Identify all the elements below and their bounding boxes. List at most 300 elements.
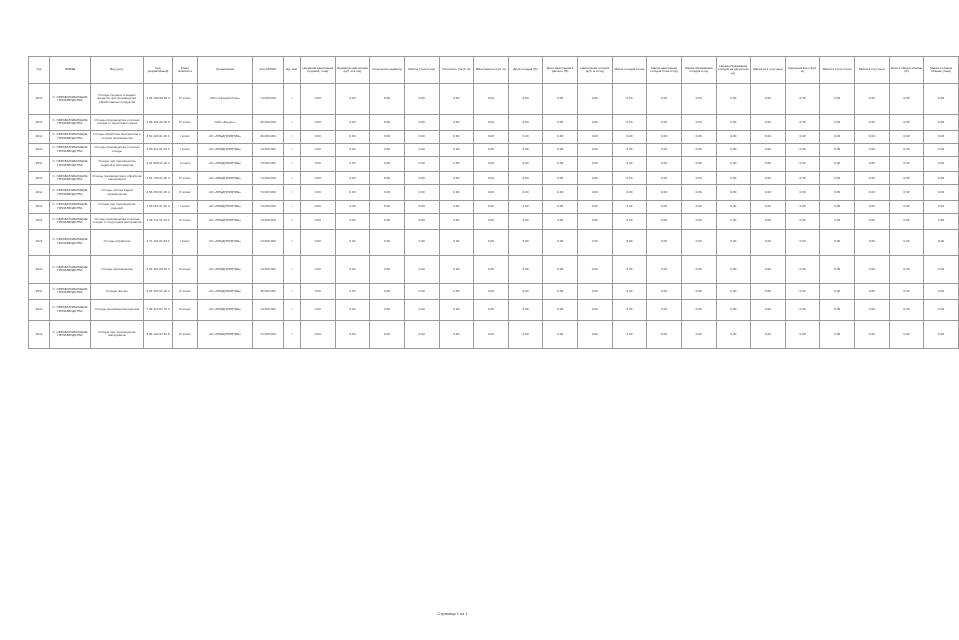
table-cell: 0,00 (439, 213, 474, 229)
table-cell: 2011 (29, 156, 50, 172)
table-cell: 4 03 101 00 52 4 (144, 255, 173, 284)
table-cell: С. ОБРАБАТЫВАЮЩИЕ ПРОИЗВОДСТВА (50, 200, 91, 213)
table-cell: 0,00 (335, 130, 370, 143)
table-cell: т (284, 200, 301, 213)
table-cell: 0,00 (855, 229, 890, 255)
table-cell: т (284, 84, 301, 115)
table-cell: 0,00 (785, 200, 820, 213)
table-row (29, 255, 959, 284)
table-cell: 0,00 (543, 156, 578, 172)
table-cell: 0,00 (889, 213, 924, 229)
table-cell: 0,00 (578, 172, 613, 185)
table-cell: Отходы прочих видов производства (91, 185, 144, 201)
table-cell: 0,00 (301, 299, 336, 320)
table-cell: 0,00 (508, 284, 543, 300)
table-cell: 0,00 (543, 284, 578, 300)
table-cell: IV класс (173, 213, 198, 229)
table-cell: 0,00 (335, 172, 370, 185)
table-cell: 0,00 (855, 213, 890, 229)
table-cell: 3 06 111 01 20 3 (144, 143, 173, 156)
table-cell: 0,00 (578, 84, 613, 115)
table-cell: 0,00 (751, 255, 786, 284)
table-cell: 0,00 (612, 172, 647, 185)
table-cell: Отходы производства изделий (91, 299, 144, 320)
table-cell: 0,00 (335, 284, 370, 300)
table-cell: 0,00 (543, 115, 578, 131)
table-cell: 0,00 (543, 255, 578, 284)
table-cell: Отходы твердых и жидких веществ при производстве обработанных продуктов (91, 84, 144, 115)
table-cell: 0,00 (474, 143, 509, 156)
table-cell: 0,00 (370, 172, 405, 185)
table-cell: 0,00 (474, 115, 509, 131)
column-header: Масса за 1 год (тонн) (751, 57, 786, 84)
table-cell: 0,00 (508, 115, 543, 131)
table-cell: 0,00 (439, 200, 474, 213)
table-cell: С. ОБРАБАТЫВАЮЩИЕ ПРОИЗВОДСТВА (50, 185, 91, 201)
table-cell: 0,00 (439, 130, 474, 143)
table-cell: 74 000 000 (253, 143, 284, 156)
table-row (29, 84, 959, 115)
table-cell: 0,00 (474, 213, 509, 229)
table-cell: 0,00 (612, 229, 647, 255)
waste-table (28, 56, 959, 349)
table-cell: 0,00 (681, 213, 716, 229)
table-cell: 0,00 (335, 156, 370, 172)
table-cell: АО «ПРЕДПРИЯТИЕ» (198, 229, 253, 255)
table-cell: 46 000 000 (253, 130, 284, 143)
table-cell: 0,00 (855, 172, 890, 185)
table-cell: АО «ПРЕДПРИЯТИЕ» (198, 143, 253, 156)
table-cell: 0,00 (370, 156, 405, 172)
table-cell: 0,00 (578, 185, 613, 201)
table-cell: 0,00 (716, 156, 751, 172)
table-cell: 0,00 (924, 200, 959, 213)
table-cell: 0,00 (681, 84, 716, 115)
table-cell: 0,00 (508, 200, 543, 213)
table-cell: 7 36 410 01 72 4 (144, 299, 173, 320)
table-cell: 0,00 (301, 130, 336, 143)
table-cell: 0,00 (681, 143, 716, 156)
table-cell: 0,00 (785, 213, 820, 229)
table-cell: 0,00 (681, 299, 716, 320)
table-cell: 0,00 (855, 320, 890, 349)
table-cell: 0,00 (889, 200, 924, 213)
table-cell: АО «ПРЕДПРИЯТИЕ» (198, 284, 253, 300)
table-cell: 46 000 000 (253, 284, 284, 300)
table-cell: IV класс (173, 320, 198, 349)
table-cell: 0,00 (404, 320, 439, 349)
table-cell: 0,00 (439, 185, 474, 201)
table-cell: 0,00 (543, 84, 578, 115)
table-cell: 2011 (29, 185, 50, 201)
table-cell: АО «ПРЕДПРИЯТИЕ» (198, 172, 253, 185)
table-cell: 0,00 (474, 185, 509, 201)
column-header: Масса в сутки (тонн) (820, 57, 855, 84)
table-cell: 0,00 (578, 299, 613, 320)
table-cell: 0,00 (508, 84, 543, 115)
table-cell: т (284, 143, 301, 156)
table-cell: 0,00 (474, 229, 509, 255)
table-cell: 0,00 (820, 255, 855, 284)
column-header: Год (29, 57, 50, 84)
table-cell: 0,00 (820, 84, 855, 115)
table-cell: 0,00 (889, 84, 924, 115)
table-cell: 0,00 (612, 84, 647, 115)
table-cell: 0,00 (751, 284, 786, 300)
table-cell: 0,00 (716, 115, 751, 131)
table-cell: 0,00 (439, 84, 474, 115)
table-cell: АО «ПРЕДПРИЯТИЕ» (198, 156, 253, 172)
table-cell: 74 000 000 (253, 229, 284, 255)
table-cell: 0,00 (370, 284, 405, 300)
table-cell: 0,00 (370, 143, 405, 156)
table-cell: т (284, 229, 301, 255)
table-cell: 0,00 (889, 255, 924, 284)
table-cell: 4 04 290 99 99 4 (144, 84, 173, 115)
table-cell: 4 05 122 02 60 5 (144, 320, 173, 349)
table-cell: 0,00 (924, 130, 959, 143)
table-cell: АО «ПРЕДПРИЯТИЕ» (198, 200, 253, 213)
table-cell: 0,00 (578, 229, 613, 255)
table-row (29, 229, 959, 255)
table-cell: 0,00 (335, 299, 370, 320)
table-cell: 2011 (29, 200, 50, 213)
table-row (29, 299, 959, 320)
table-cell: 0,00 (508, 213, 543, 229)
table-cell: 0,00 (785, 299, 820, 320)
table-cell: Отходы производства и прочие отходы (91, 143, 144, 156)
table-cell: 0,00 (404, 84, 439, 115)
table-cell: 0,00 (924, 115, 959, 131)
table-cell: т (284, 320, 301, 349)
table-cell: 0,00 (508, 172, 543, 185)
table-cell: 0,00 (474, 320, 509, 349)
table-cell: 0,00 (751, 130, 786, 143)
table-cell: 0,00 (370, 84, 405, 115)
table-cell: 0,00 (301, 185, 336, 201)
table-cell: 0,00 (820, 213, 855, 229)
table-cell: 0,00 (716, 255, 751, 284)
table-cell: 0,00 (612, 130, 647, 143)
table-cell: 4 68 450 01 20 4 (144, 185, 173, 201)
table-cell: 0,00 (543, 130, 578, 143)
table-cell: 0,00 (820, 115, 855, 131)
table-cell: 0,00 (370, 200, 405, 213)
column-header: Вместимость (куб. м) (474, 57, 509, 84)
table-cell: 0,00 (681, 130, 716, 143)
table-cell: 2011 (29, 284, 50, 300)
table-cell: т (284, 115, 301, 131)
table-cell: 0,00 (681, 284, 716, 300)
table-cell: 0,00 (335, 320, 370, 349)
table-cell: Отходы прочие (91, 284, 144, 300)
table-cell: 0,00 (751, 213, 786, 229)
table-cell: 0,00 (820, 143, 855, 156)
table-cell: 0,00 (301, 84, 336, 115)
column-header: Доля отходов (%) (508, 57, 543, 84)
page-footer: Страница 1 из 1 (437, 611, 468, 616)
column-header: Норматив накопления (куб. м в год) (335, 57, 370, 84)
table-cell: 7 33 001 01 20 4 (144, 200, 173, 213)
table-cell: 0,00 (855, 200, 890, 213)
table-cell: 0,00 (370, 213, 405, 229)
table-cell: 0,00 (889, 229, 924, 255)
table-cell: 0,00 (889, 172, 924, 185)
table-cell: 0,00 (301, 156, 336, 172)
table-cell: 0,00 (335, 143, 370, 156)
table-cell: 0,00 (855, 299, 890, 320)
table-cell: IV класс (173, 115, 198, 131)
table-cell: 0,00 (820, 299, 855, 320)
table-cell: 0,00 (889, 130, 924, 143)
table-cell: 0,00 (681, 172, 716, 185)
table-cell: 0,00 (647, 185, 682, 201)
column-header: Масса в общем объеме (тонн) (924, 57, 959, 84)
table-cell: АО «ПРЕДПРИЯТИЕ» (198, 213, 253, 229)
table-cell: 0,00 (716, 84, 751, 115)
table-cell: 0,00 (647, 130, 682, 143)
table-cell: 0,00 (647, 143, 682, 156)
table-cell: 0,00 (404, 200, 439, 213)
table-cell: 0,00 (716, 185, 751, 201)
table-cell: 0,00 (335, 255, 370, 284)
table-cell: 0,00 (508, 185, 543, 201)
table-cell: 0,00 (301, 229, 336, 255)
table-cell: 0,00 (716, 299, 751, 320)
table-cell: 0,00 (751, 84, 786, 115)
table-cell: IV класс (173, 299, 198, 320)
table-cell: 74 000 000 (253, 172, 284, 185)
table-cell: 0,00 (751, 229, 786, 255)
table-row (29, 284, 959, 300)
table-cell: Отходы производства и прочие отходы от подготовки сырья (91, 115, 144, 131)
table-cell: 0,00 (924, 255, 959, 284)
table-cell: II класс (173, 156, 198, 172)
table-cell: 0,00 (474, 255, 509, 284)
table-cell: 74 000 000 (253, 156, 284, 172)
table-cell: 0,00 (404, 229, 439, 255)
table-cell: 0,00 (543, 320, 578, 349)
table-cell: 0,00 (751, 200, 786, 213)
table-cell: 0,00 (889, 185, 924, 201)
table-row (29, 172, 959, 185)
document-sheet (28, 56, 952, 349)
table-cell: 0,00 (924, 84, 959, 115)
table-cell: 0,00 (785, 130, 820, 143)
table-cell: т (284, 185, 301, 201)
table-cell: 4 71 101 01 52 1 (144, 229, 173, 255)
table-cell: I класс (173, 143, 198, 156)
table-cell: 0,00 (404, 143, 439, 156)
table-cell: 0,00 (820, 172, 855, 185)
table-cell: 0,00 (474, 130, 509, 143)
table-cell: 0,00 (820, 229, 855, 255)
column-header: Доля в общем объеме (%) (889, 57, 924, 84)
table-cell: 0,00 (474, 156, 509, 172)
table-cell: С. ОБРАБАТЫВАЮЩИЕ ПРОИЗВОДСТВА (50, 84, 91, 115)
table-cell: 74 000 000 (253, 320, 284, 349)
table-cell: 0,00 (370, 115, 405, 131)
table-cell: 0,00 (647, 229, 682, 255)
table-cell: 0,00 (578, 255, 613, 284)
table-cell: 0,00 (508, 255, 543, 284)
table-cell: 0,00 (612, 200, 647, 213)
table-cell: 0,00 (785, 229, 820, 255)
table-cell: 0,00 (301, 284, 336, 300)
table-cell: Отходы при производстве изделий (91, 200, 144, 213)
table-cell: 0,00 (508, 320, 543, 349)
column-header: Удельный вес (т/куб. м) (785, 57, 820, 84)
table-cell: 0,00 (474, 172, 509, 185)
table-cell: 0,00 (612, 156, 647, 172)
table-cell: 0,00 (301, 200, 336, 213)
table-cell: 0,00 (924, 185, 959, 201)
table-cell: 0,00 (785, 143, 820, 156)
table-cell: 0,00 (889, 143, 924, 156)
table-cell: 0,00 (508, 299, 543, 320)
table-cell: Отходы при производстве материалов (91, 320, 144, 349)
table-cell: 0,00 (543, 299, 578, 320)
table-cell: 0,00 (924, 156, 959, 172)
table-cell: Отходы производства (91, 255, 144, 284)
table-cell: 0,00 (301, 115, 336, 131)
table-cell: 0,00 (924, 299, 959, 320)
table-cell: IV класс (173, 255, 198, 284)
table-row (29, 115, 959, 131)
table-cell: 0,00 (785, 115, 820, 131)
table-row (29, 143, 959, 156)
table-cell: 0,00 (889, 299, 924, 320)
table-cell: 0,00 (647, 84, 682, 115)
table-cell: IV класс (173, 284, 198, 300)
table-cell: 0,00 (508, 130, 543, 143)
table-cell: 0,00 (439, 284, 474, 300)
table-cell: 0,00 (785, 284, 820, 300)
table-cell: 0,00 (612, 115, 647, 131)
table-cell: 0,00 (716, 200, 751, 213)
table-cell: 0,00 (855, 84, 890, 115)
table-cell: 2011 (29, 213, 50, 229)
table-row (29, 213, 959, 229)
table-cell: С. ОБРАБАТЫВАЮЩИЕ ПРОИЗВОДСТВА (50, 299, 91, 320)
table-cell: ОАО «Ресурс» (198, 115, 253, 131)
table-cell: 0,00 (335, 185, 370, 201)
table-cell: 0,00 (612, 284, 647, 300)
table-cell: 0,00 (439, 229, 474, 255)
table-cell: 0,00 (647, 320, 682, 349)
table-cell: 0,00 (855, 284, 890, 300)
table-cell: 0,00 (543, 229, 578, 255)
table-cell: 0,00 (508, 143, 543, 156)
table-cell: 0,00 (578, 200, 613, 213)
table-cell: 0,00 (335, 200, 370, 213)
table-cell: 0,00 (301, 320, 336, 349)
table-cell: 0,00 (543, 185, 578, 201)
table-cell: ОАО «Предприятие» (198, 84, 253, 115)
table-cell: 0,00 (335, 84, 370, 115)
table-cell: 0,00 (889, 156, 924, 172)
column-header: Накопление отходов (куб. м в год) (578, 57, 613, 84)
table-cell: 0,00 (751, 172, 786, 185)
table-cell: С. ОБРАБАТЫВАЮЩИЕ ПРОИЗВОДСТВА (50, 320, 91, 349)
table-cell: 0,00 (370, 185, 405, 201)
table-cell: 0,00 (578, 115, 613, 131)
table-cell: т (284, 255, 301, 284)
table-cell: 2011 (29, 130, 50, 143)
table-cell: 0,00 (716, 130, 751, 143)
column-header: ОКВЭД (50, 57, 91, 84)
table-cell: 0,00 (647, 255, 682, 284)
table-cell: 0,00 (474, 299, 509, 320)
table-cell: 0,00 (647, 172, 682, 185)
table-cell: 0,00 (612, 299, 647, 320)
table-cell: 4 06 711 01 20 4 (144, 213, 173, 229)
table-cell: 0,00 (404, 284, 439, 300)
table-cell: 0,00 (439, 255, 474, 284)
table-cell: IV класс (173, 172, 198, 185)
table-cell: 0,00 (508, 229, 543, 255)
table-cell: 0,00 (924, 229, 959, 255)
table-cell: 0,00 (301, 213, 336, 229)
table-cell: АО «ПРЕДПРИЯТИЕ» (198, 130, 253, 143)
column-header: Ед. изм. (284, 57, 301, 84)
table-cell: 0,00 (716, 143, 751, 156)
table-cell: 0,00 (439, 143, 474, 156)
table-cell: 0,00 (889, 320, 924, 349)
table-cell: 0,00 (301, 143, 336, 156)
table-cell: т (284, 213, 301, 229)
table-cell: 0,00 (820, 200, 855, 213)
table-cell: 0,00 (335, 213, 370, 229)
table-cell: 74 000 000 (253, 213, 284, 229)
table-cell: т (284, 299, 301, 320)
table-cell: 0,00 (508, 156, 543, 172)
table-cell: 0,00 (924, 172, 959, 185)
table-cell: 0,00 (751, 299, 786, 320)
table-cell: 0,00 (578, 320, 613, 349)
table-cell: Отходы обработки материалов и остатки производства (91, 130, 144, 143)
table-cell: 0,00 (924, 284, 959, 300)
table-cell: 0,00 (404, 255, 439, 284)
table-cell: 74 626 000 (253, 84, 284, 115)
table-cell: С. ОБРАБАТЫВАЮЩИЕ ПРОИЗВОДСТВА (50, 143, 91, 156)
table-cell: 0,00 (578, 130, 613, 143)
table-cell: 0,00 (543, 172, 578, 185)
table-cell: 0,00 (647, 213, 682, 229)
table-cell: 0,00 (681, 156, 716, 172)
table-cell: 0,00 (751, 156, 786, 172)
column-header: Норматив накопления (годовой, тонн) (301, 57, 336, 84)
table-cell: 0,00 (820, 185, 855, 201)
column-header: Норма образования отходов в год (681, 57, 716, 84)
table-cell: 0,00 (716, 229, 751, 255)
table-cell: 0,00 (439, 172, 474, 185)
table-cell: 2011 (29, 320, 50, 349)
table-cell: т (284, 130, 301, 143)
table-cell: 0,00 (751, 320, 786, 349)
table-cell: 0,00 (924, 213, 959, 229)
table-cell: 0,00 (785, 172, 820, 185)
table-cell: С. ОБРАБАТЫВАЮЩИЕ ПРОИЗВОДСТВА (50, 115, 91, 131)
table-cell: I класс (173, 130, 198, 143)
table-cell: 0,00 (716, 320, 751, 349)
column-header: Масса отходов (тонн) (612, 57, 647, 84)
table-cell: 2011 (29, 229, 50, 255)
table-cell: 0,00 (785, 185, 820, 201)
table-cell: 0,00 (681, 185, 716, 201)
table-cell: 0,00 (439, 320, 474, 349)
table-cell: 0,00 (301, 172, 336, 185)
